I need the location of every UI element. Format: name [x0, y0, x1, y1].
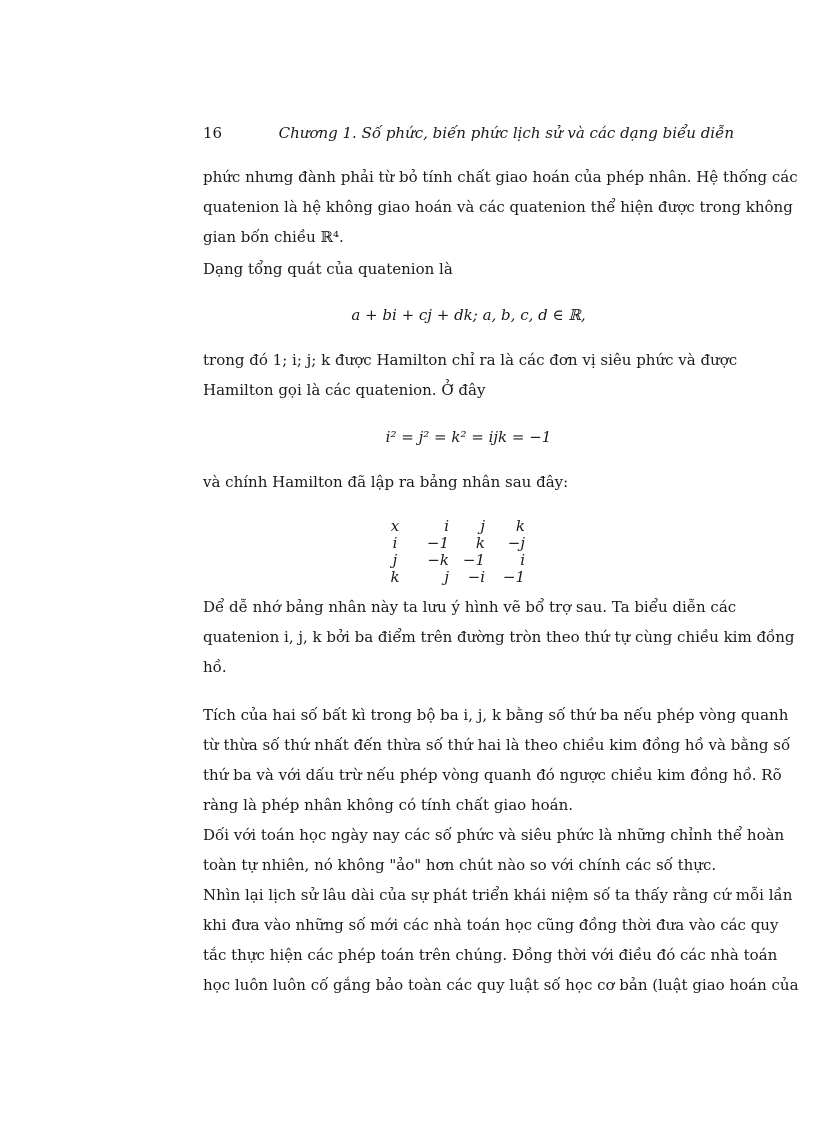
- table-cell: j: [480, 517, 485, 535]
- body-line: Dạng tổng quát của quatenion là: [203, 260, 453, 278]
- body-line: và chính Hamilton đã lập ra bảng nhân sau đây:: [203, 473, 569, 491]
- body-line: thứ ba và với dấu trừ nếu phép vòng quanh đó ngược chiều kim đồng hồ. Rõ: [203, 766, 782, 784]
- body-line: gian bốn chiều ℝ⁴.: [203, 228, 344, 246]
- table-cell: −i: [467, 568, 485, 586]
- body-line: trong đó 1; i; j; k được Hamilton chỉ ra là các đơn vị siêu phức và được: [203, 351, 738, 369]
- body-line: hồ.: [203, 658, 227, 676]
- body-line: quatenion là hệ không giao hoán và các quatenion thể hiện được trong không: [203, 198, 793, 216]
- body-line: toàn tự nhiên, nó không "ảo" hơn chút nào so với chính các số thực.: [203, 856, 717, 874]
- table-cell: j: [392, 551, 398, 569]
- body-line: Dể dễ nhớ bảng nhân này ta lưu ý hình vẽ bổ trợ sau. Ta biểu diễn các: [203, 598, 737, 616]
- table-cell: −1: [426, 534, 449, 552]
- table-cell: i: [444, 517, 449, 535]
- table-cell: −1: [462, 551, 485, 569]
- equation-general-form: a + bi + cj + dk; a, b, c, d ∈ ℝ,: [351, 306, 586, 324]
- table-cell: −1: [502, 568, 525, 586]
- table-cell: i: [392, 534, 398, 552]
- table-cell: k: [475, 534, 485, 552]
- body-line: Nhìn lại lịch sử lâu dài của sự phát triển khái niệm số ta thấy rằng cứ mỗi lần: [203, 886, 793, 904]
- body-line: quatenion i, j, k bởi ba điểm trên đường tròn theo thứ tự cùng chiều kim đồng: [203, 628, 795, 646]
- body-line: học luôn luôn cố gắng bảo toàn các quy luật số học cơ bản (luật giao hoán của: [203, 976, 799, 994]
- body-line: khi đưa vào những số mới các nhà toán học cũng đồng thời đưa vào các quy: [203, 916, 779, 934]
- body-line: phức nhưng đành phải từ bỏ tính chất giao hoán của phép nhân. Hệ thống các: [203, 168, 798, 186]
- table-cell: j: [444, 568, 449, 586]
- body-line: ràng là phép nhân không có tính chất giao hoán.: [203, 796, 574, 814]
- body-line: từ thừa số thứ nhất đến thừa số thứ hai là theo chiều kim đồng hồ và bằng số: [203, 736, 791, 754]
- body-line: Tích của hai số bất kì trong bộ ba i, j, k bằng số thứ ba nếu phép vòng quanh: [203, 706, 789, 724]
- running-head: Chương 1. Số phức, biến phức lịch sử và các dạng biểu diễn: [278, 124, 734, 142]
- table-cell: −k: [427, 551, 449, 569]
- body-line: tắc thực hiện các phép toán trên chúng. Đồng thời với điều đó các nhà toán: [203, 946, 778, 964]
- page-number: 16: [203, 124, 223, 142]
- table-cell: k: [515, 517, 525, 535]
- body-line: Hamilton gọi là các quatenion. Ở đây: [203, 381, 486, 399]
- table-cell: −j: [507, 534, 525, 552]
- table-cell: i: [520, 551, 525, 569]
- equation-hamilton: i² = j² = k² = ijk = −1: [385, 428, 552, 446]
- table-cell: x: [390, 517, 400, 535]
- body-line: Dối với toán học ngày nay các số phức và siêu phức là những chỉnh thể hoàn: [203, 826, 785, 844]
- table-cell: k: [390, 568, 400, 586]
